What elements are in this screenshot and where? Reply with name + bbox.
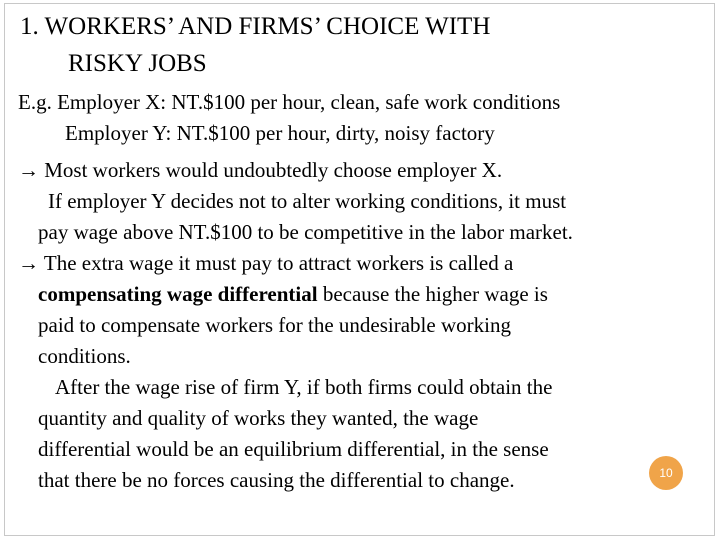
paragraph-1: → Most workers would undoubtedly choose employer X. <box>18 158 503 182</box>
example-line-1: E.g. Employer X: NT.$100 per hour, clean, safe work conditions <box>18 90 561 114</box>
paragraph-2-line-2: pay wage above NT.$100 to be competitive in the labor market. <box>38 220 573 244</box>
page-number-badge: 10 <box>649 456 683 490</box>
paragraph-3-line-4: conditions. <box>38 344 131 368</box>
paragraph-3-line-3: paid to compensate workers for the undesirable working <box>38 313 511 337</box>
paragraph-3-line-2 <box>18 279 708 310</box>
key-term: compensating wage differential <box>38 282 318 306</box>
paragraph-4-line-2: quantity and quality of works they wanted, the wage <box>38 406 479 430</box>
title-line-2: RISKY JOBS <box>68 50 207 77</box>
slide-body <box>18 87 708 496</box>
example-line-2: Employer Y: NT.$100 per hour, dirty, noisy factory <box>65 121 495 145</box>
paragraph-4-line-3: differential would be an equilibrium differential, in the sense <box>38 437 549 461</box>
paragraph-3-line-1: → The extra wage it must pay to attract workers is called a <box>18 251 514 275</box>
title-line-1: 1. WORKERS’ AND FIRMS’ CHOICE WITH <box>20 13 491 40</box>
paragraph-3-line-2-rest: because the higher wage is <box>317 282 548 306</box>
slide-title <box>20 8 490 82</box>
paragraph-2-line-1: If employer Y decides not to alter working conditions, it must <box>48 189 567 213</box>
paragraph-4-line-1: After the wage rise of firm Y, if both firms could obtain the <box>55 375 553 399</box>
paragraph-4-line-4: that there be no forces causing the differential to change. <box>38 468 515 492</box>
